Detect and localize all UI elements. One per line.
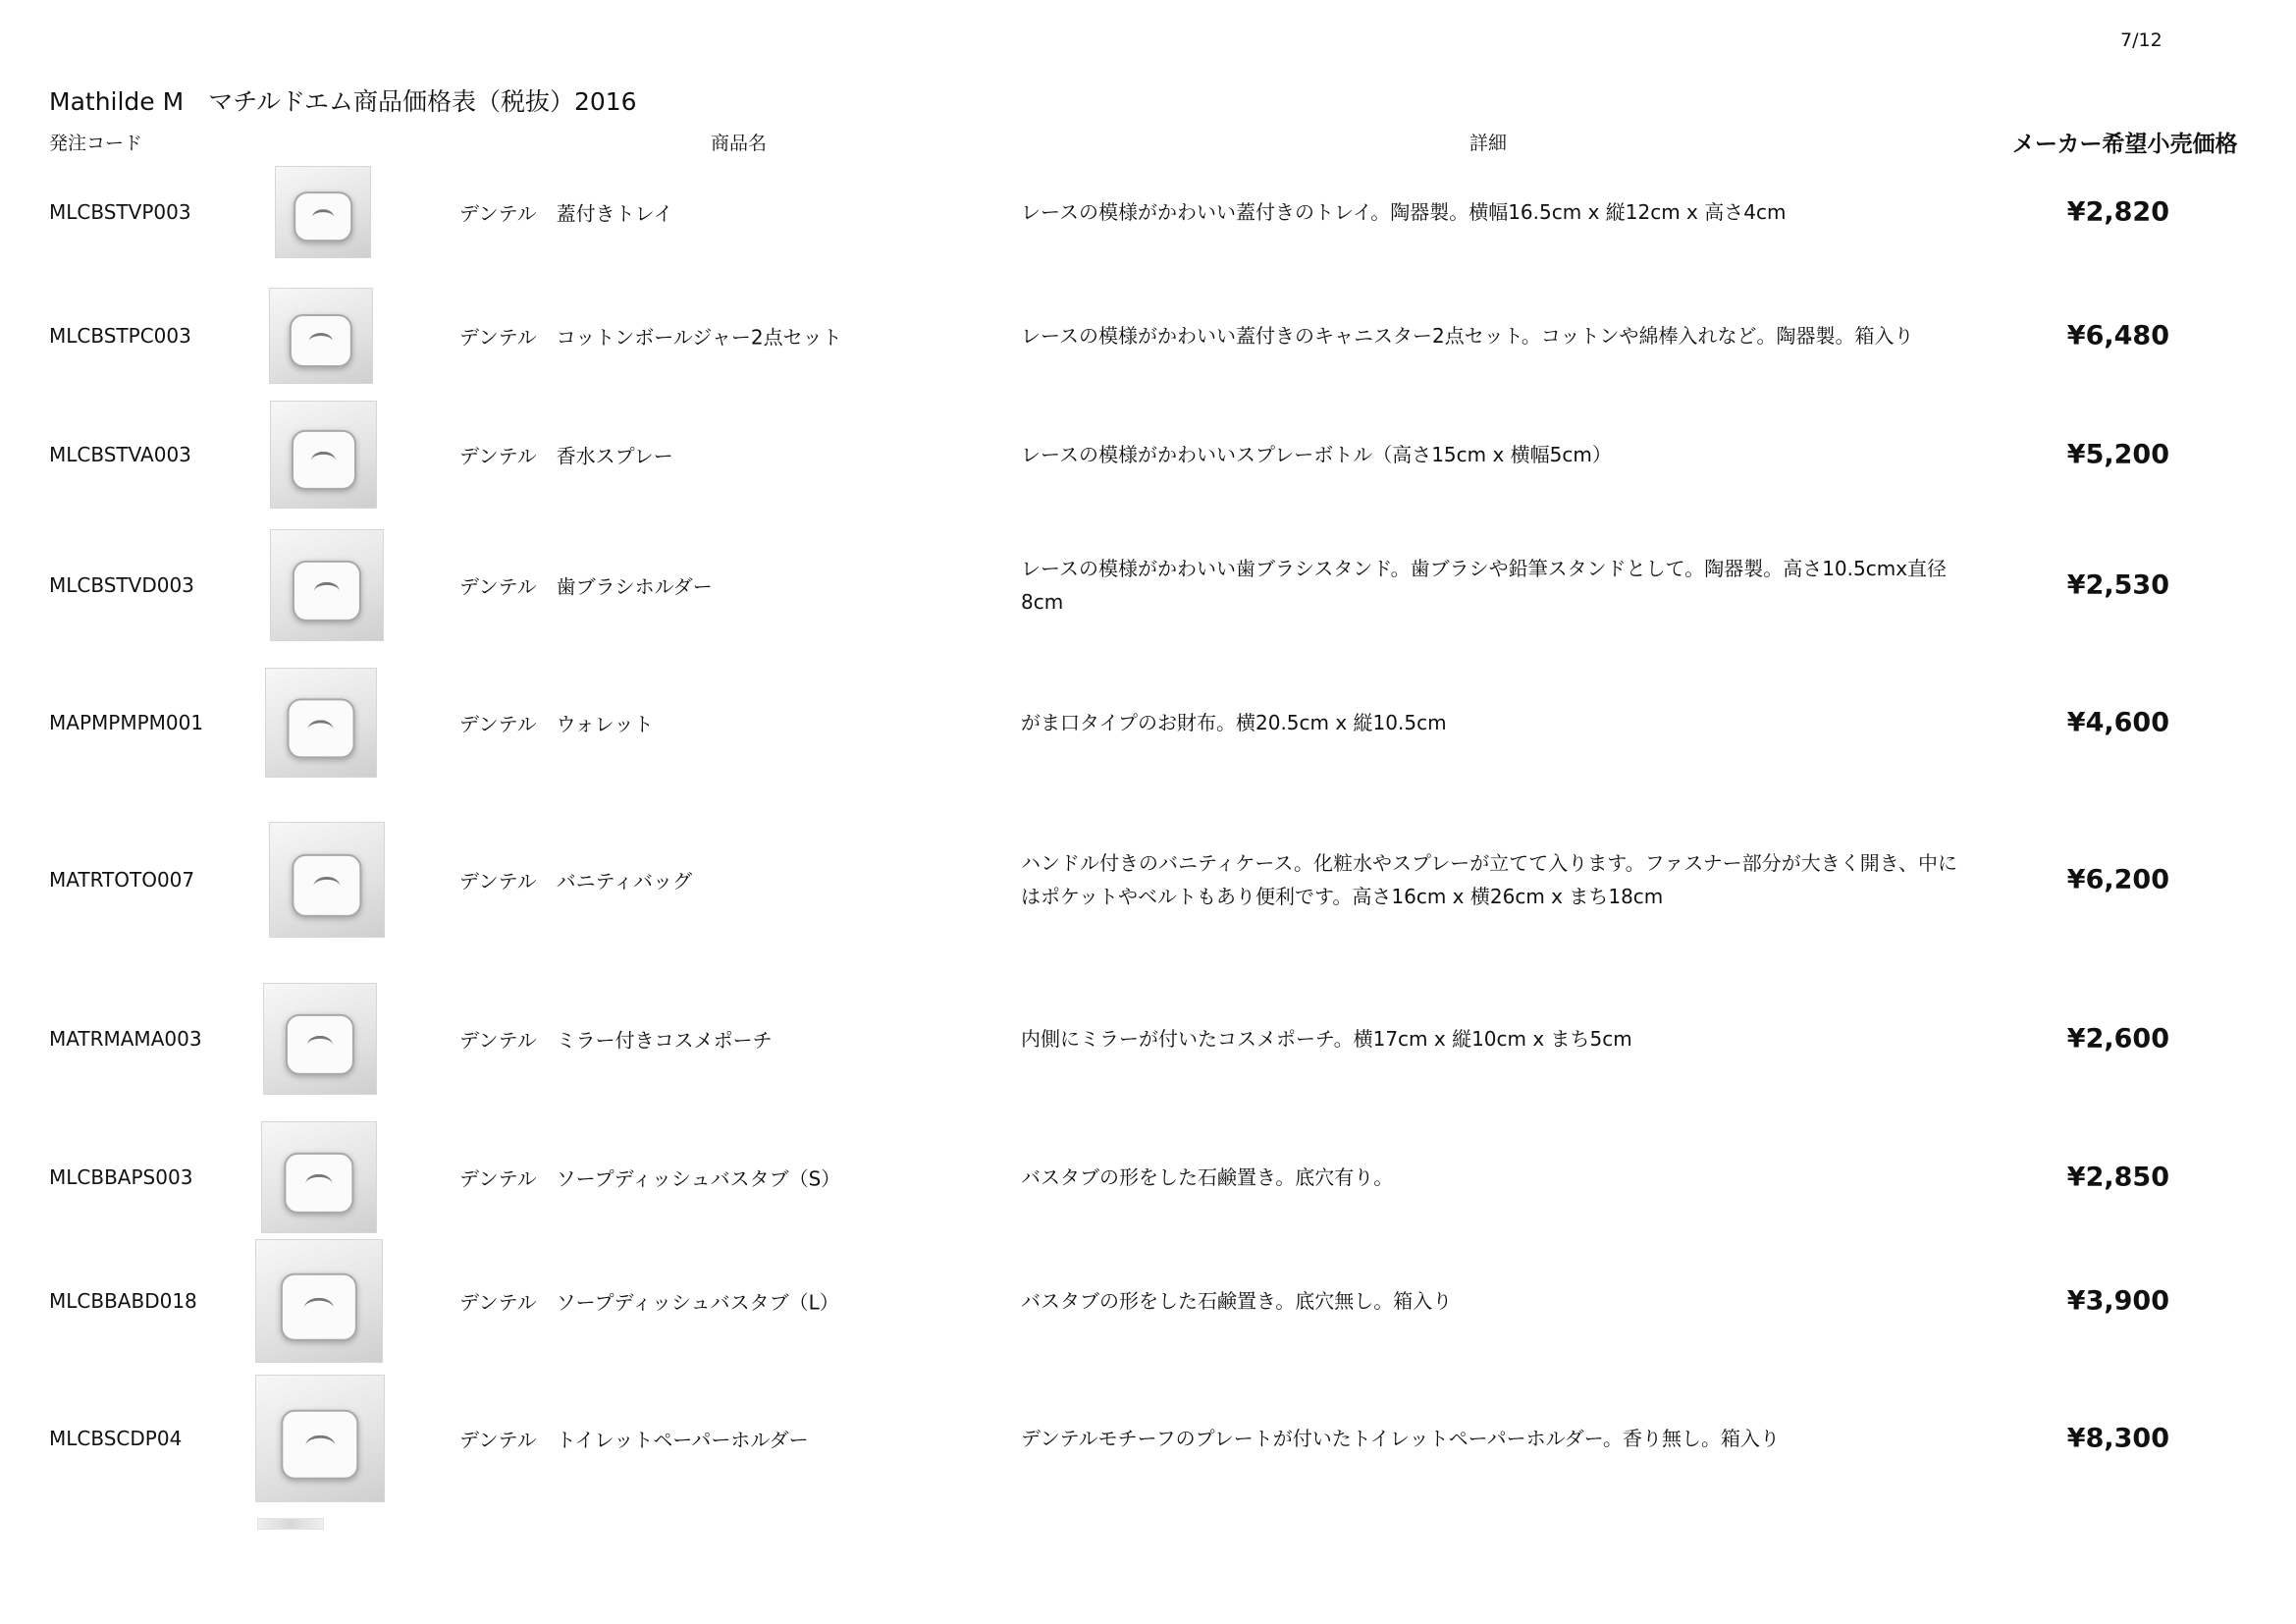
order-code: MLCBSCDP04 (49, 1427, 183, 1450)
product-detail: バスタブの形をした石鹸置き。底穴有り。 (1021, 1165, 1394, 1189)
product-detail: レースの模様がかわいい蓋付きのトレイ。陶器製。横幅16.5cm x 縦12cm x 高さ4cm (1021, 200, 1787, 224)
page-number: 7/12 (2120, 29, 2163, 51)
product-name: デンテル 歯ブラシホルダー (459, 574, 713, 599)
cut-off-product-image (257, 1518, 324, 1530)
product-shape (292, 854, 361, 917)
product-name: デンテル バニティバッグ (459, 869, 692, 893)
table-row (0, 1119, 2296, 1235)
order-code: MLCBBABD018 (49, 1289, 197, 1313)
toothbrush-holder-image (270, 529, 384, 641)
retail-price: ¥5,200 (2066, 439, 2169, 470)
product-detail: デンテルモチーフのプレートが付いたトイレットペーパーホルダー。香り無し。箱入り (1021, 1427, 1780, 1450)
product-detail: レースの模様がかわいいスプレーボトル（高さ15cm x 横幅5cm） (1021, 443, 1612, 466)
cotton-jar-set-image (269, 288, 373, 384)
table-row (0, 1241, 2296, 1361)
document-title: Mathilde M マチルドエム商品価格表（税抜）2016 (49, 87, 637, 116)
retail-price: ¥4,600 (2066, 707, 2169, 738)
retail-price: ¥3,900 (2066, 1285, 2169, 1317)
retail-price: ¥2,600 (2066, 1023, 2169, 1055)
retail-price: ¥2,820 (2066, 196, 2169, 228)
soap-dish-s-image (261, 1121, 377, 1233)
order-code: MAPMPMPM001 (49, 711, 204, 734)
retail-price: ¥6,200 (2066, 864, 2169, 895)
product-shape (288, 698, 355, 758)
product-shape (291, 430, 355, 489)
product-shape (294, 191, 352, 243)
product-name: デンテル ソープディッシュバスタブ（L） (459, 1290, 839, 1315)
order-code: MLCBSTPC003 (49, 324, 191, 348)
table-row (0, 980, 2296, 1098)
product-name: デンテル トイレットペーパーホルダー (459, 1428, 809, 1452)
table-row (0, 520, 2296, 650)
product-detail: レースの模様がかわいい歯ブラシスタンド。歯ブラシや鉛筆スタンドとして。陶器製。高さ10.5cmx直径8cm (1021, 557, 1948, 614)
product-name: デンテル 蓋付きトレイ (459, 201, 673, 226)
product-name: デンテル コットンボールジャー2点セット (459, 325, 842, 350)
retail-price: ¥2,530 (2066, 569, 2169, 601)
retail-price: ¥8,300 (2066, 1423, 2169, 1454)
soap-dish-l-image (255, 1239, 383, 1363)
header-retail-price: メーカー希望小売価格 (2012, 132, 2238, 157)
product-detail: ハンドル付きのバニティケース。化粧水やスプレーが立てて入ります。ファスナー部分が大きく開き、中にはポケットやベルトもあり便利です。高さ16cm x 横26cm x まち18cm (1021, 851, 1957, 908)
table-row (0, 393, 2296, 516)
table-row (0, 157, 2296, 267)
product-name: デンテル ソープディッシュバスタブ（S） (459, 1166, 841, 1191)
order-code: MLCBBAPS003 (49, 1165, 193, 1189)
retail-price: ¥6,480 (2066, 320, 2169, 352)
header-detail: 詳細 (1469, 133, 1508, 154)
cosme-pouch-image (263, 983, 377, 1095)
product-shape (286, 1013, 354, 1074)
table-row (0, 281, 2296, 391)
retail-price: ¥2,850 (2066, 1162, 2169, 1193)
perfume-spray-image (270, 401, 377, 509)
product-detail: バスタブの形をした石鹸置き。底穴無し。箱入り (1021, 1289, 1453, 1313)
product-name: デンテル ミラー付きコスメポーチ (459, 1028, 773, 1053)
product-detail: がま口タイプのお財布。横20.5cm x 縦10.5cm (1021, 711, 1447, 734)
product-shape (284, 1152, 353, 1213)
product-shape (290, 314, 352, 367)
vanity-bag-image (269, 822, 385, 938)
product-shape (293, 560, 361, 621)
header-order-code: 発注コード (49, 133, 143, 154)
table-row (0, 817, 2296, 943)
lidded-tray-image (275, 166, 371, 258)
order-code: MATRTOTO007 (49, 868, 195, 892)
wallet-image (265, 668, 377, 778)
product-detail: レースの模様がかわいい蓋付きのキャニスター2点セット。コットンや綿棒入れなど。陶器製。箱入り (1021, 324, 1914, 348)
header-product-name: 商品名 (711, 133, 768, 154)
order-code: MLCBSTVP003 (49, 200, 191, 224)
order-code: MLCBSTVD003 (49, 573, 194, 597)
table-row (0, 654, 2296, 791)
product-name: デンテル ウォレット (459, 712, 654, 736)
toilet-paper-holder-image (255, 1375, 385, 1502)
product-shape (281, 1273, 357, 1340)
product-shape (281, 1410, 358, 1480)
product-detail: 内側にミラーが付いたコスメポーチ。横17cm x 縦10cm x まち5cm (1021, 1027, 1632, 1051)
order-code: MATRMAMA003 (49, 1027, 202, 1051)
table-row (0, 1367, 2296, 1510)
order-code: MLCBSTVA003 (49, 443, 191, 466)
product-name: デンテル 香水スプレー (459, 444, 673, 468)
